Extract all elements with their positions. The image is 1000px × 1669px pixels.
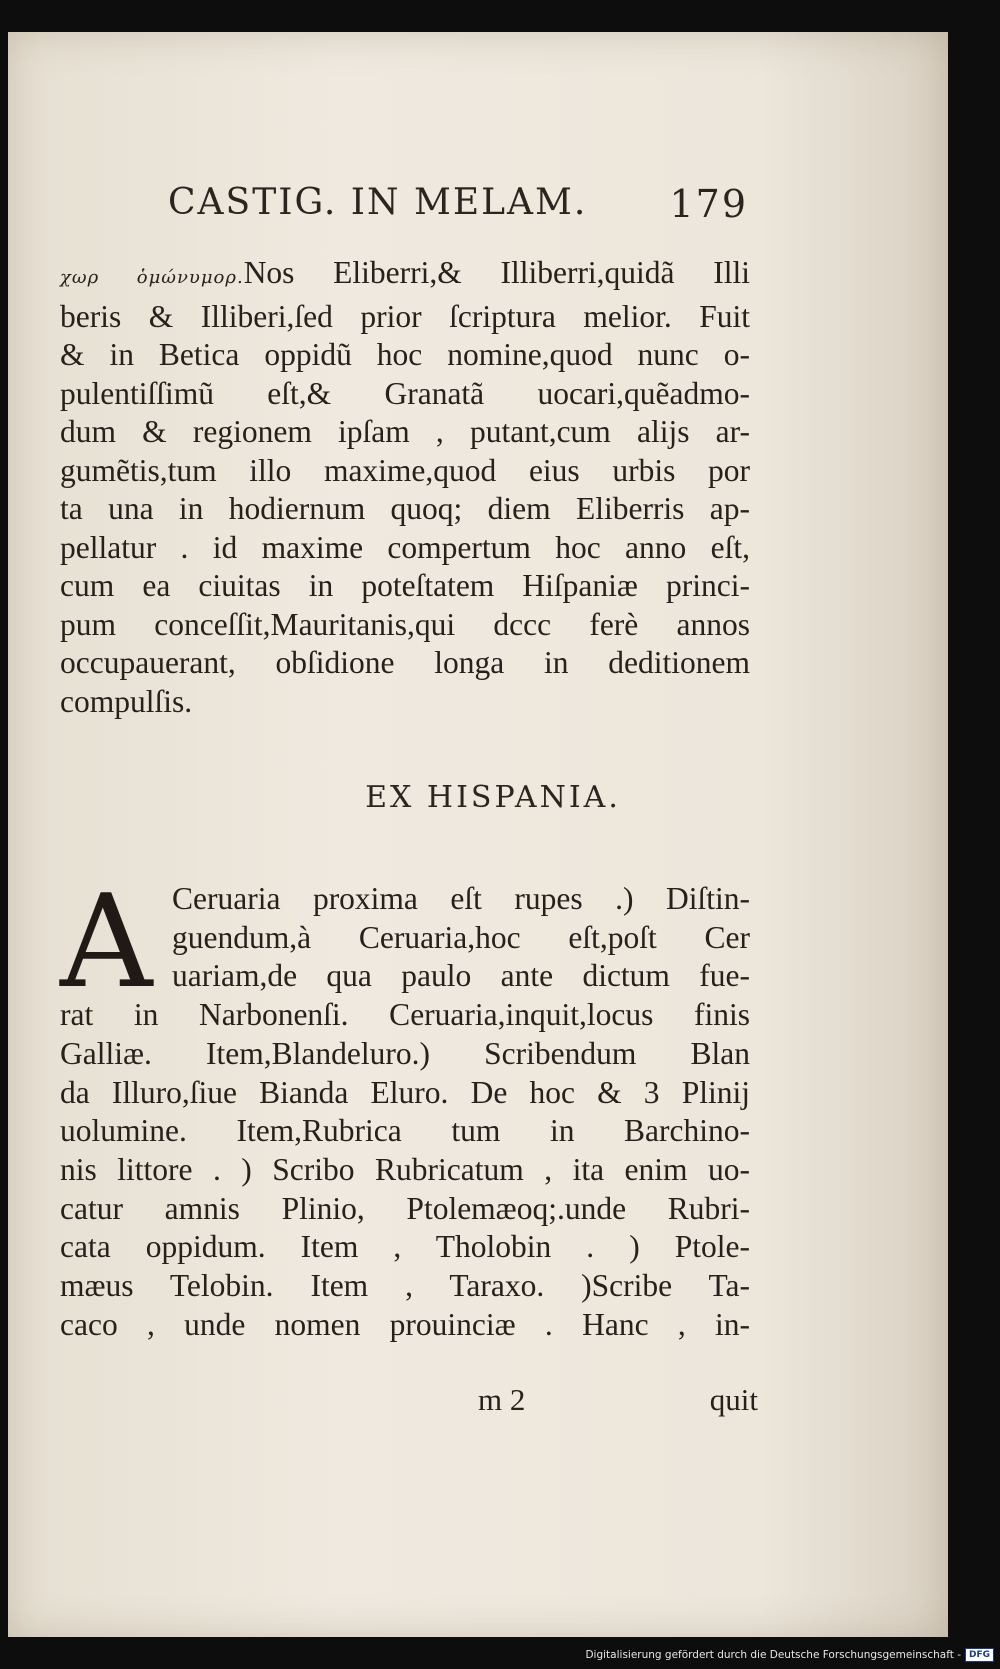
text-line: caco , unde nomen prouinciæ . Hanc , in-	[60, 1306, 750, 1342]
section-heading: EX HISPANIA.	[365, 780, 621, 815]
page-number: 179	[669, 182, 748, 226]
text-line: beris & Illiberi,ſed prior ſcriptura melior. Fuit	[60, 298, 750, 334]
text-line: χωρ ὁμώνυμορ.Nos Eliberri,& Illiberri,quidã Illi	[60, 255, 751, 290]
text-line: cata oppidum. Item , Tholobin . ) Ptole-	[60, 1229, 750, 1265]
page-footer	[478, 1382, 758, 1422]
text-line: nis littore . ) Scribo Rubricatum , ita enim uo-	[60, 1151, 750, 1187]
text-line: pulentiſſimũ eſt,& Granatã uocari,quẽadmo-	[60, 375, 750, 411]
text-line: da Illuro,ſiue Bianda Eluro. De hoc & 3 Plinij	[60, 1074, 750, 1110]
text-line: pum conceſſit,Mauritanis,qui dccc ferè annos	[60, 606, 750, 642]
text-line: mæus Telobin. Item , Taraxo. )Scribe Ta-	[60, 1268, 750, 1304]
catchword: quit	[709, 1382, 758, 1417]
page-header	[168, 172, 748, 232]
drop-cap: A	[60, 868, 153, 1017]
dfg-logo: DFG	[965, 1648, 994, 1662]
signature-mark: m 2	[478, 1382, 526, 1417]
text-line: pellatur . id maxime compertum hoc anno eſt,	[60, 529, 750, 565]
text-line: rat in Narbonenſi. Ceruaria,inquit,locus finis	[60, 997, 750, 1033]
section-body	[60, 868, 750, 1344]
text-line: uariam,de qua paulo ante dictum fue-	[172, 958, 750, 994]
digitization-credit	[585, 1644, 994, 1666]
running-title: CASTIG. IN MELAM.	[168, 182, 588, 223]
text-line: compulſis.	[60, 683, 193, 719]
text-line: uolumine. Item,Rubrica tum in Barchino-	[60, 1113, 750, 1149]
text-line: catur amnis Plinio, Ptolemæoq;.unde Rubri-	[60, 1190, 750, 1226]
greek-word: χωρ ὁμώνυμορ.	[60, 267, 244, 288]
text-line: dum & regionem ipſam , putant,cum alijs ar-	[60, 414, 750, 449]
book-page	[8, 32, 948, 1637]
text-line: guendum,à Ceruaria,hoc eſt,poſt Cer	[172, 919, 750, 955]
text-line: gumẽtis,tum illo maxime,quod eius urbis por	[60, 452, 750, 488]
text-line: Ceruaria proxima eſt rupes .) Diſtin-	[172, 881, 750, 916]
paragraph-1	[60, 254, 750, 721]
credit-text: Digitalisierung gefördert durch die Deutsche Forschungsgemeinschaft -	[585, 1649, 961, 1661]
text-line: Galliæ. Item,Blandeluro.) Scribendum Blan	[60, 1035, 750, 1071]
text-line: cum ea ciuitas in poteſtatem Hiſpaniæ princi-	[60, 568, 750, 603]
text-line: & in Betica oppidũ hoc nomine,quod nunc o-	[60, 337, 750, 372]
text-line: occupauerant, obſidione longa in deditionem	[60, 645, 750, 680]
text-line: ta una in hodiernum quoq; diem Eliberris ap-	[60, 491, 750, 526]
